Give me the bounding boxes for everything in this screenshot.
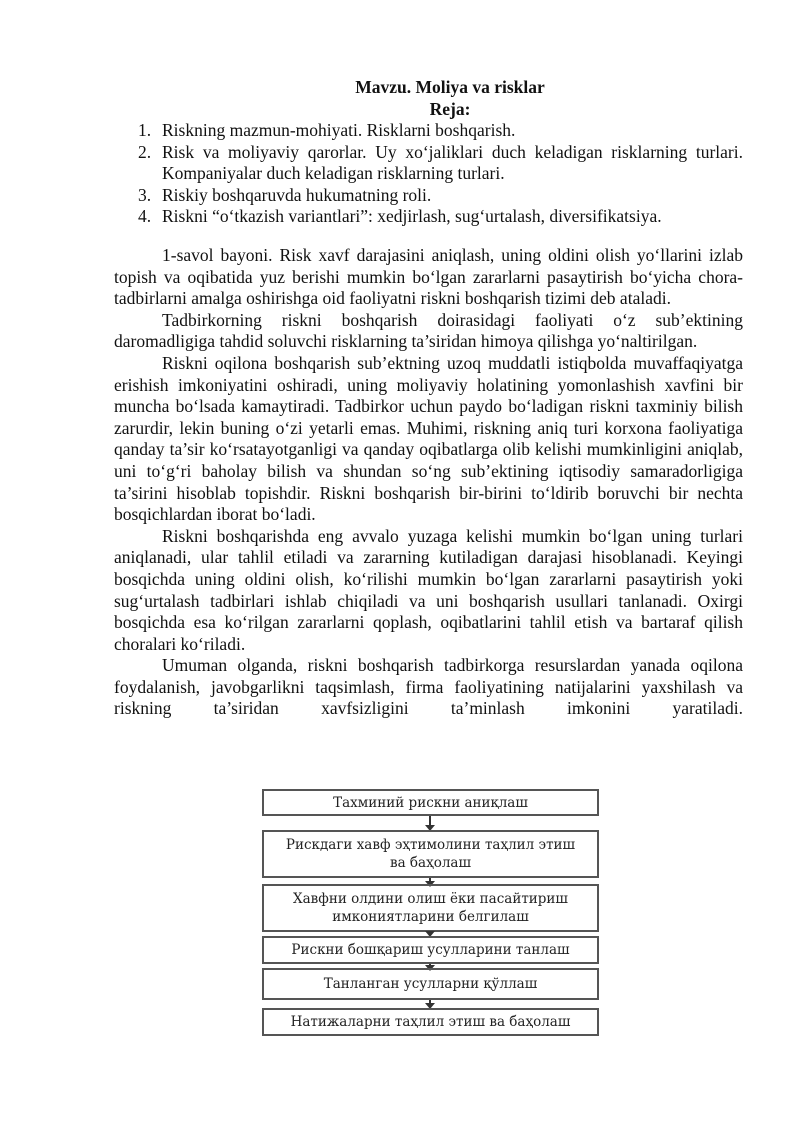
paragraph: Umuman olganda, riskni boshqarish tadbirkorga resurslardan yanada oqilona foydalanish, javobgarlikni taqsimlash, firma faoliyatining natijalarini yaxshilash va riskning ta’siridan xavfsizligini ta’minlash imkonini yaratiladi.	[114, 655, 743, 719]
flow-step-5: Танланган усулларни қўллаш	[262, 968, 599, 1000]
flow-arrow	[429, 816, 431, 826]
flow-step-6: Натижаларни таҳлил этиш ва баҳолаш	[262, 1008, 599, 1036]
flow-arrow	[429, 1000, 431, 1004]
paragraph: Tadbirkorning riskni boshqarish doirasidagi faoliyati o‘z sub’ektining daromadligiga tahdid soluvchi risklarning ta’siridan himoya qilishga yo‘naltirilgan.	[114, 309, 743, 352]
flow-step-1: Тахминий рискни аниқлаш	[262, 789, 599, 816]
flow-step-4: Рискни бошқариш усулларини танлаш	[262, 936, 599, 964]
plan-item-text: Riskning mazmun-mohiyati. Risklarni boshqarish.	[162, 120, 516, 140]
plan-item-number: 4.	[138, 206, 152, 226]
paragraph: 1-savol bayoni. Risk xavf darajasini aniqlash, uning oldini olish yo‘llarini izlab topish va oqibatida yuz berishi mumkin bo‘lgan zararlarni pasaytirish bo‘yicha chora-tadbirlarni amalga oshirishga oid faoliyatni riskni boshqarish tizimi deb ataladi.	[114, 245, 743, 309]
document-title: Mavzu. Moliya va risklar	[355, 77, 545, 97]
plan-item-number: 2.	[138, 141, 152, 162]
flow-step-3: Хавфни олдини олиш ёки пасайтириш имкониятларини белгилаш	[262, 884, 599, 932]
plan-item-text: Risk va moliyaviy qarorlar. Uy xo‘jaliklari duch keladigan risklarning turlari. Kompaniyalar duch keladigan risklarning turlari.	[162, 141, 743, 183]
flow-arrow	[429, 964, 431, 966]
plan-item-text: Riskni “o‘tkazish variantlari”: xedjirlash, sug‘urtalash, diversifikatsiya.	[162, 206, 662, 226]
plan-item-number: 3.	[138, 184, 152, 205]
plan-heading: Reja:	[429, 99, 471, 119]
plan-item-text: Riskiy boshqaruvda hukumatning roli.	[162, 184, 432, 205]
flow-step-2: Рискдаги хавф эҳтимолини таҳлил этиш ва баҳолаш	[262, 830, 599, 878]
flow-arrow	[429, 878, 431, 882]
paragraph: Riskni boshqarishda eng avvalo yuzaga kelishi mumkin bo‘lgan uning turlari aniqlanadi, ular tahlil etiladi va zararning kutiladigan darajasi hisoblanadi. Keyingi bosqichda uning oldini olish, ko‘rilishi mumkin bo‘lgan zararlarni pasaytirish yoki sug‘urtalash tadbirlari ishlab chiqiladi va uni boshqarish usullari tanlanadi. Oxirgi bosqichda esa ko‘rilgan zararlarni qoplash, oqibatlarini tahlil etish va bartaraf qilish choralari ko‘riladi.	[114, 525, 743, 654]
paragraph: Riskni oqilona boshqarish sub’ektning uzoq muddatli istiqbolda muvaffaqiyatga erishish imkoniyatini oshiradi, uning moliyaviy holatining yomonlashish xavfini bir muncha bo‘lsada kamaytiradi. Tadbirkor uchun paydo bo‘ladigan riskni taxminiy bilish zarurdir, lekin buning o‘zi yetarli emas. Muhimi, riskning aniq turi korxona faoliyatiga qanday ta’sir ko‘rsatayotganligi va qanday oqibatlarga olib kelishi mumkinligini aniqlab, uni to‘g‘ri baholay bilish va shundan so‘ng sub’ektining iqtisodiy samaradorligiga ta’sirini hisoblab topishdir. Riskni boshqarish bir-birini to‘ldirib boruvchi bir nechta bosqichlardan iborat bo‘ladi.	[114, 352, 743, 525]
plan-item-number: 1.	[138, 120, 152, 140]
